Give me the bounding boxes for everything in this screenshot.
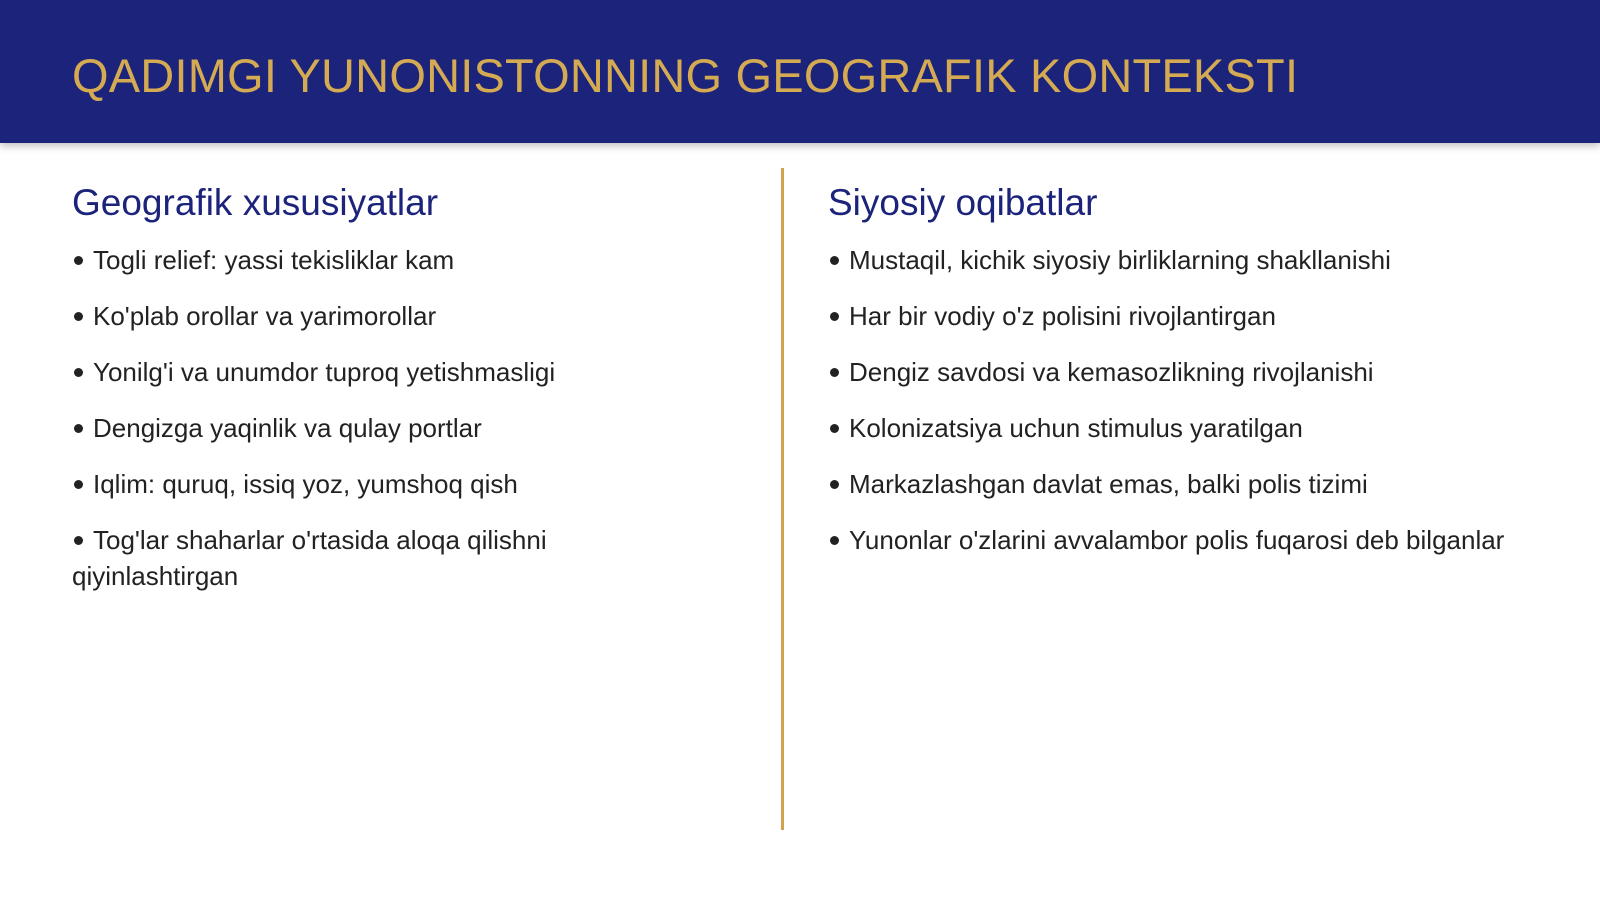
bullet-dot-icon xyxy=(74,368,83,377)
list-item xyxy=(828,410,1508,446)
list-item xyxy=(72,410,712,446)
bullet-dot-icon xyxy=(74,312,83,321)
list-item-text: Yonilg'i va unumdor tuproq yetishmasligi xyxy=(93,357,556,387)
bullet-dot-icon xyxy=(830,368,839,377)
bullet-dot-icon xyxy=(830,536,839,545)
list-item-text: Dengizga yaqinlik va qulay portlar xyxy=(93,413,482,443)
list-item-text: Togli relief: yassi tekisliklar kam xyxy=(93,245,455,275)
list-item xyxy=(72,354,712,390)
slide-title: QADIMGI YUNONISTONNING GEOGRAFIK KONTEKSTI xyxy=(72,49,1299,102)
bullet-dot-icon xyxy=(74,256,83,265)
list-item xyxy=(828,298,1508,334)
list-item-text: Ko'plab orollar va yarimorollar xyxy=(93,301,437,331)
column-divider xyxy=(781,168,784,830)
column-heading-geographic-features: Geografik xususiyatlar xyxy=(72,182,439,223)
geographic-features-column xyxy=(72,178,712,614)
list-item-text: Markazlashgan davlat emas, balki polis tizimi xyxy=(849,469,1368,499)
list-item-text: Yunonlar o'zlarini avvalambor polis fuqarosi deb bilganlar xyxy=(849,525,1505,555)
list-item xyxy=(828,354,1508,390)
list-item-text: Kolonizatsiya uchun stimulus yaratilgan xyxy=(849,413,1303,443)
bullet-dot-icon xyxy=(74,536,83,545)
list-item xyxy=(828,466,1508,502)
bullet-dot-icon xyxy=(74,480,83,489)
bullet-dot-icon xyxy=(830,256,839,265)
list-item-text: Har bir vodiy o'z polisini rivojlantirgan xyxy=(849,301,1276,331)
bullet-dot-icon xyxy=(74,424,83,433)
title-banner xyxy=(0,0,1600,143)
list-item-text: Dengiz savdosi va kemasozlikning rivojlanishi xyxy=(849,357,1374,387)
bullet-dot-icon xyxy=(830,424,839,433)
bullet-dot-icon xyxy=(830,312,839,321)
list-item xyxy=(72,466,712,502)
list-item-text: Mustaqil, kichik siyosiy birliklarning shakllanishi xyxy=(849,245,1391,275)
list-item xyxy=(828,242,1508,278)
political-consequences-list xyxy=(828,242,1508,558)
list-item-text: Iqlim: quruq, issiq yoz, yumshoq qish xyxy=(93,469,518,499)
list-item-text: Tog'lar shaharlar o'rtasida aloqa qilishni qiyinlashtirgan xyxy=(72,525,547,591)
political-consequences-column xyxy=(828,178,1508,578)
geographic-features-list xyxy=(72,242,712,594)
bullet-dot-icon xyxy=(830,480,839,489)
list-item xyxy=(72,242,712,278)
column-heading-political-consequences: Siyosiy oqibatlar xyxy=(828,182,1098,223)
list-item xyxy=(72,298,712,334)
list-item xyxy=(72,522,712,594)
list-item xyxy=(828,522,1508,558)
